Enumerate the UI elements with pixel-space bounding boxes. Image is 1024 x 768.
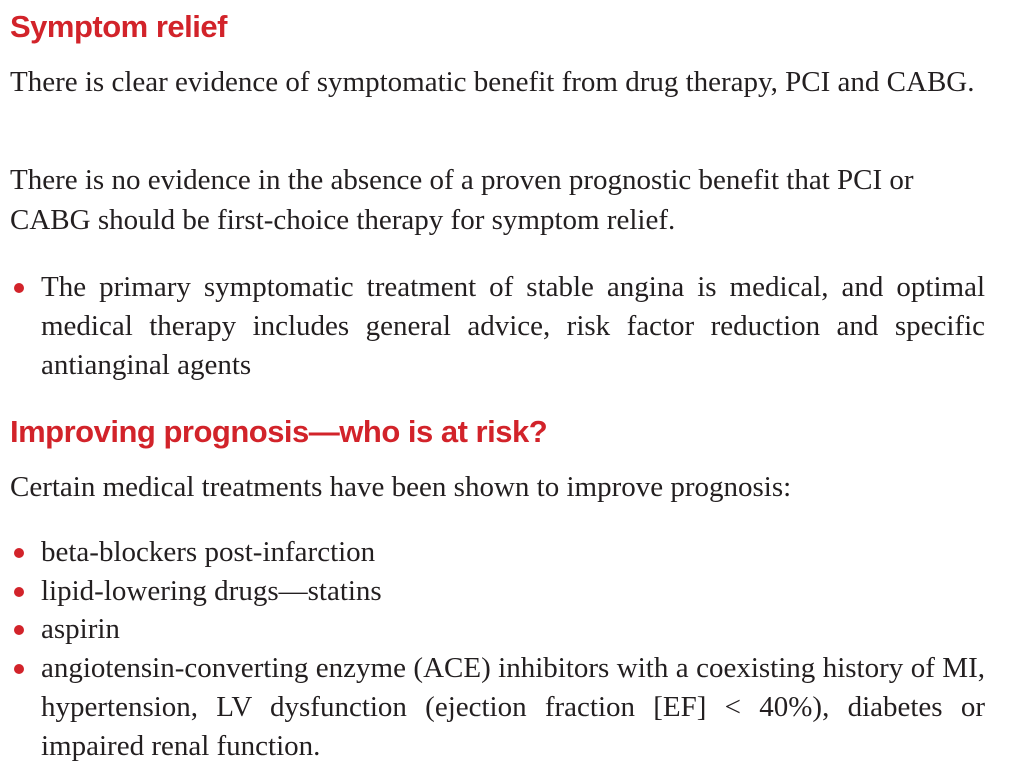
bullet-dot-icon (14, 548, 24, 558)
bullet-dot-icon (14, 664, 24, 674)
bullet-dot-icon (14, 625, 24, 635)
bullet-list-prognosis (10, 533, 985, 765)
list-item-text: The primary symptomatic treatment of stable angina is medical, and optimal medical therapy includes general advice, risk factor reduction and specific antianginal agents (41, 271, 985, 381)
paragraph-no-evidence: There is no evidence in the absence of a proven prognostic benefit that PCI or CABG should be first-choice therapy for symptom relief. (10, 164, 914, 236)
list-item (10, 533, 985, 572)
list-item-text: angiotensin-converting enzyme (ACE) inhibitors with a coexisting history of MI, hypertension, LV dysfunction (ejection fraction [EF] < 40%), diabetes or impaired renal function. (41, 652, 985, 762)
bullet-dot-icon (14, 587, 24, 597)
list-item (10, 268, 985, 385)
list-item-text: beta-blockers post-infarction (41, 536, 376, 568)
list-item (10, 649, 985, 765)
bullet-list-symptom-relief (10, 268, 985, 385)
bullet-dot-icon (14, 283, 24, 293)
list-item (10, 572, 985, 611)
paragraph-symptomatic-benefit: There is clear evidence of symptomatic benefit from drug therapy, PCI and CABG. (10, 66, 975, 98)
list-item (10, 610, 985, 649)
list-item-text: lipid-lowering drugs—statins (41, 574, 382, 607)
section-heading-symptom-relief: Symptom relief (10, 9, 227, 44)
list-item-text: aspirin (41, 613, 120, 646)
section-heading-improving-prognosis: Improving prognosis—who is at risk? (10, 414, 548, 449)
paragraph-medical-treatments: Certain medical treatments have been shown to improve prognosis: (10, 471, 792, 503)
